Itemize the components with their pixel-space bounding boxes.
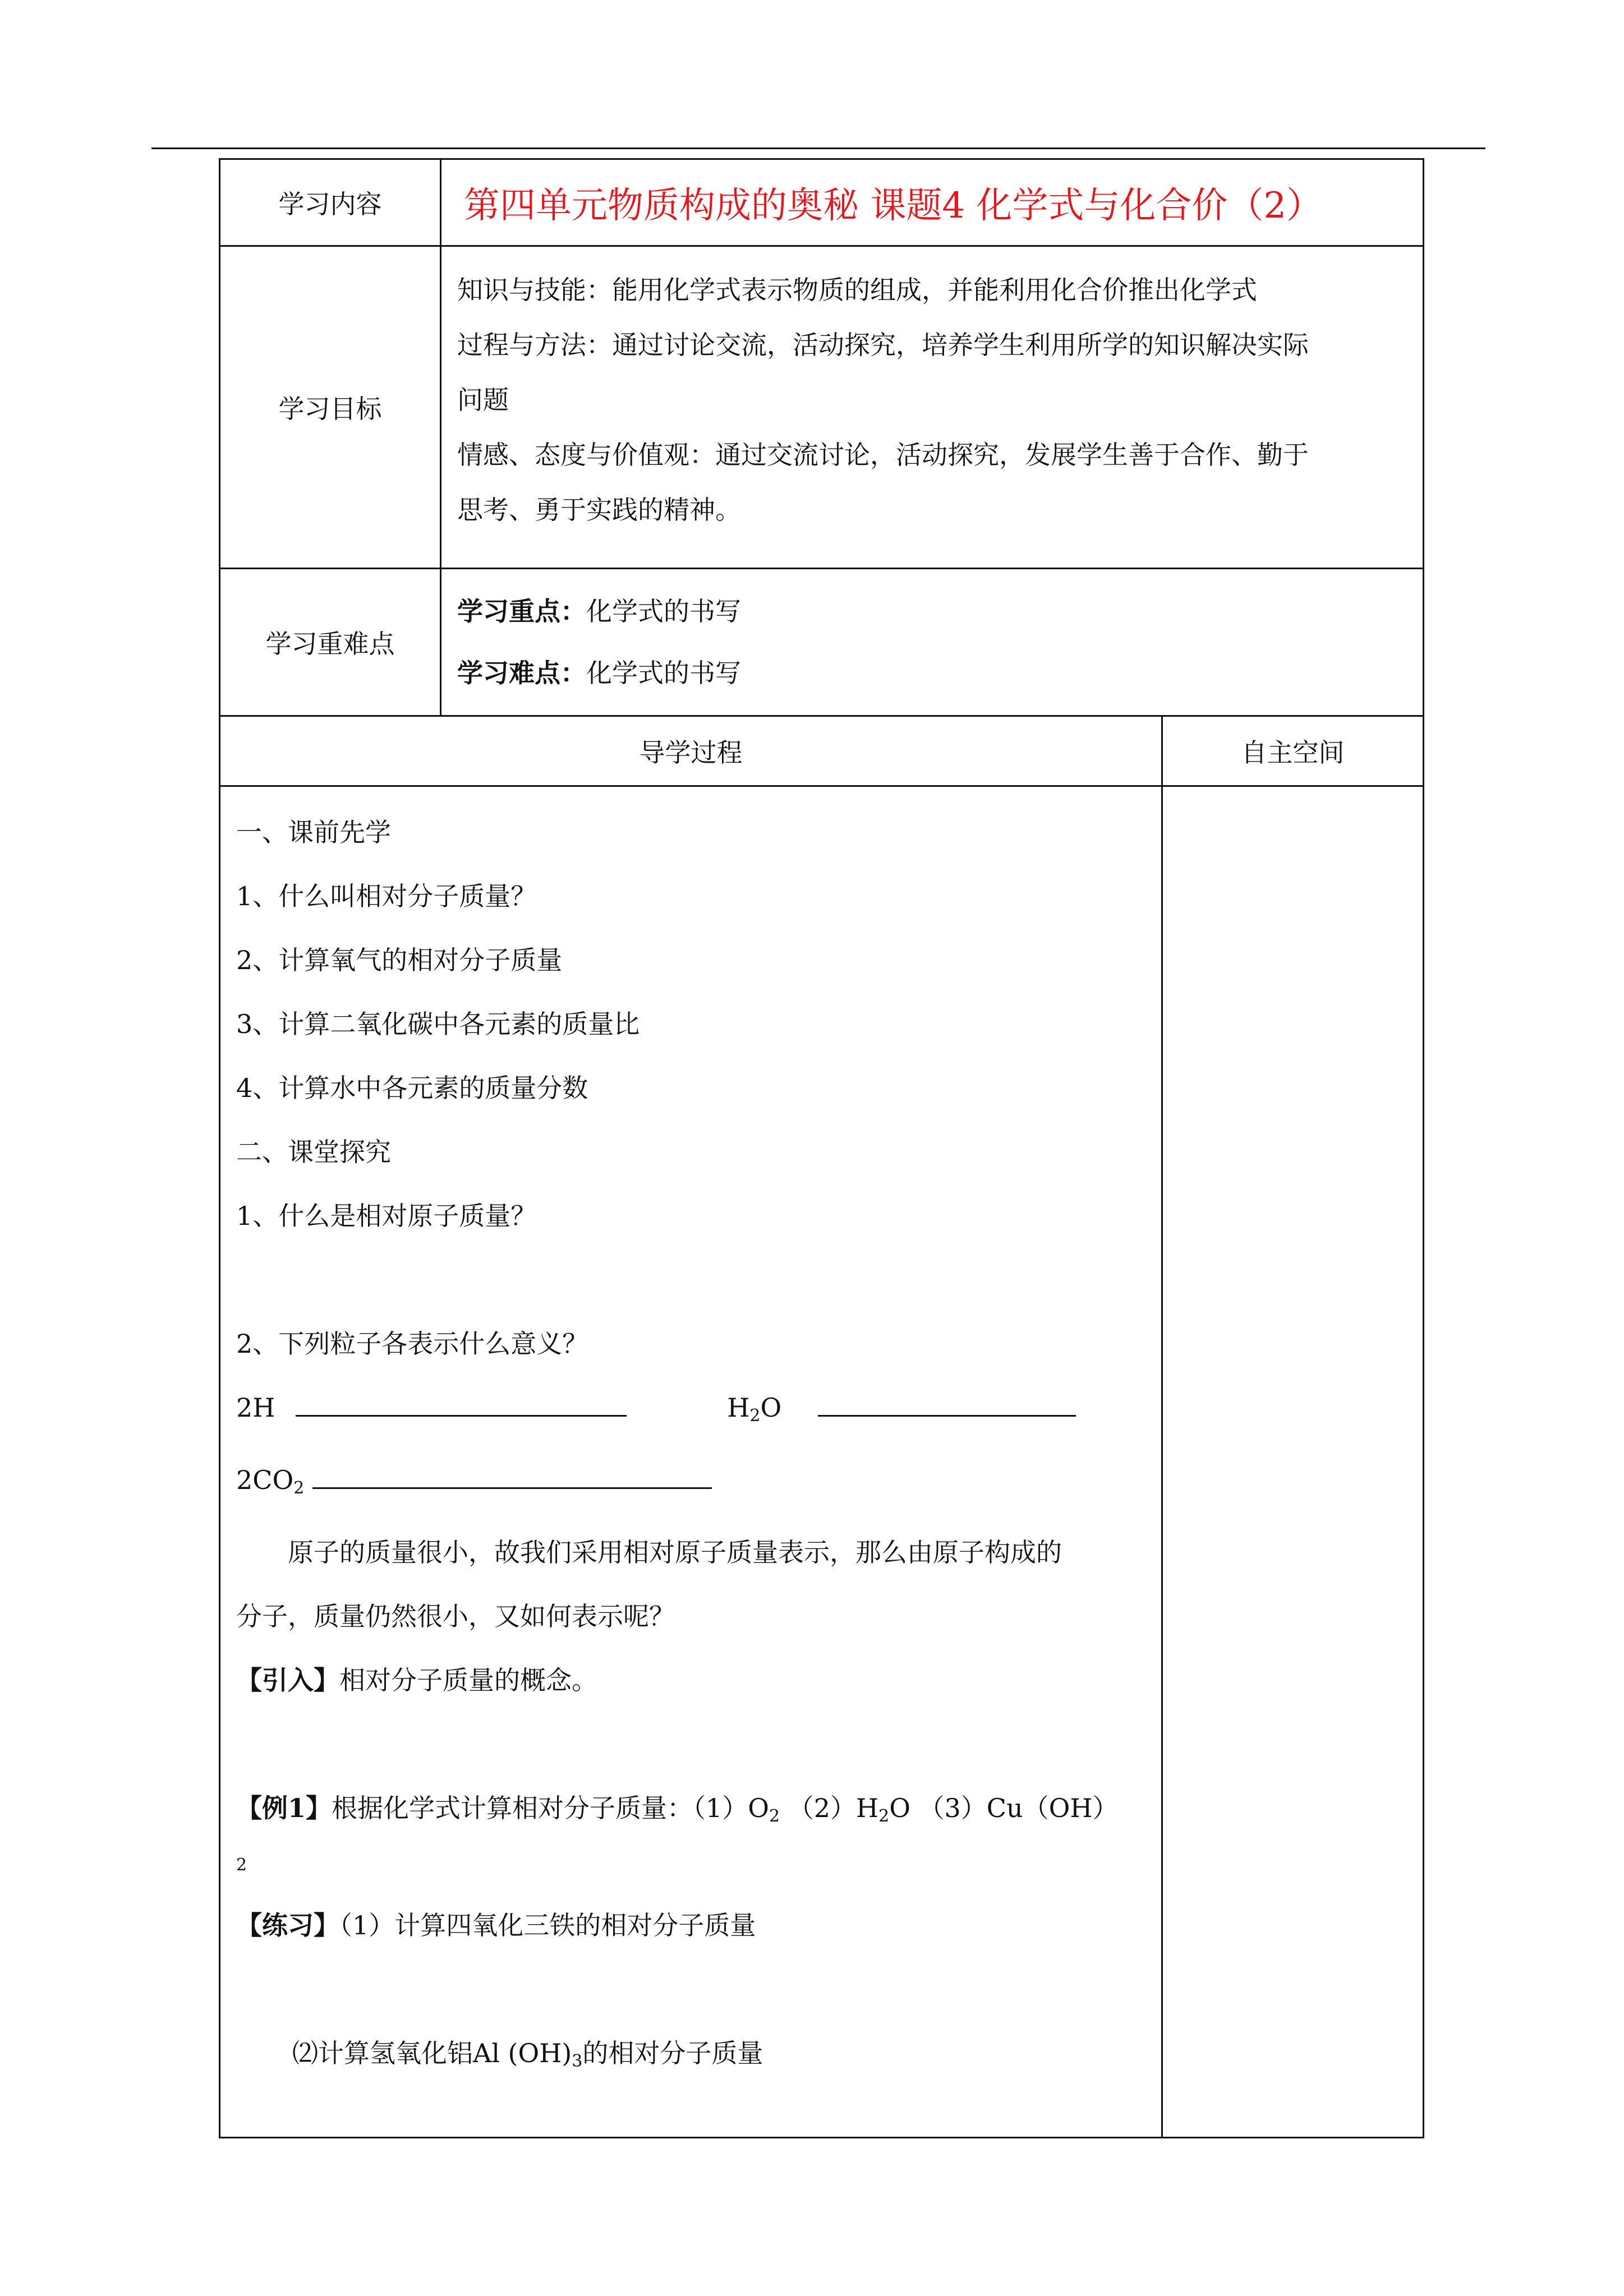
self-study-space[interactable] [1162, 786, 1424, 2138]
row-content [220, 159, 1424, 246]
difficulty-label: 学习难点： [457, 658, 586, 688]
example-text: O （3）Cu（OH） [889, 1793, 1119, 1823]
label-content: 学习内容 [220, 159, 441, 246]
row-body [220, 786, 1424, 2138]
process-content [220, 786, 1162, 2138]
answer-blank-h2o[interactable] [818, 1393, 1076, 1417]
fill-blank-row [236, 1376, 1149, 1448]
goals-text [441, 246, 1424, 569]
goal-line: 过程与方法：通过讨论交流，活动探究，培养学生利用所学的知识解决实际 [457, 330, 1309, 360]
subscript: 3 [572, 2051, 583, 2071]
row-goals [220, 246, 1424, 569]
intro-line [236, 1648, 1149, 1712]
question-item: 1、什么是相对原子质量？ [236, 1201, 537, 1231]
particle-h2o: $H_2O$ [727, 1393, 782, 1426]
example-line [236, 1776, 1149, 1848]
answer-space [236, 1712, 1149, 1776]
goal-line: 情感、态度与价值观：通过交流讨论，活动探究，发展学生善于合作、勤于 [457, 440, 1309, 470]
label-goals: 学习目标 [220, 246, 441, 569]
focus-value: 化学式的书写 [586, 596, 741, 626]
column-head-process: 导学过程 [220, 716, 1162, 786]
paragraph-line: 原子的质量很小，故我们采用相对原子质量表示，那么由原子构成的 [288, 1537, 1062, 1567]
intro-text: 相对分子质量的概念。 [339, 1665, 597, 1695]
question-item: 4、计算水中各元素的质量分数 [236, 1073, 588, 1103]
answer-space [236, 1957, 1149, 2021]
fill-blank-row [236, 1448, 1149, 1520]
label-focus: 学习重难点 [220, 569, 441, 716]
question-item: 1、什么叫相对分子质量？ [236, 881, 537, 911]
subscript: 2 [878, 1806, 890, 1826]
goal-line: 思考、勇于实践的精神。 [457, 495, 741, 525]
goal-line: 问题 [457, 385, 509, 415]
question-item: 3、计算二氧化碳中各元素的质量比 [236, 1009, 640, 1039]
practice-line [236, 1893, 1149, 1957]
answer-blank-2co2[interactable] [312, 1465, 712, 1489]
focus-label: 学习重点： [457, 596, 586, 626]
question-item: 2、下列粒子各表示什么意义？ [236, 1329, 588, 1359]
column-head-space: 自主空间 [1162, 716, 1424, 786]
row-column-heads [220, 716, 1424, 786]
lesson-title: 第四单元物质构成的奥秘 课题4 化学式与化合价（2） [441, 159, 1424, 246]
header-rule [151, 147, 1485, 149]
difficulty-value: 化学式的书写 [586, 658, 741, 688]
goal-line: 知识与技能：能用化学式表示物质的组成，并能利用化合价推出化学式 [457, 275, 1257, 305]
lesson-plan-table [219, 158, 1424, 2138]
intro-tag: 【引入】 [236, 1665, 339, 1695]
particle-2h: 2H [236, 1393, 275, 1423]
paragraph-line: 分子，质量仍然很小，又如何表示呢？ [236, 1601, 675, 1631]
practice-text: 的相对分子质量 [582, 2038, 763, 2068]
particle-2co2: $2CO_2$ [236, 1465, 305, 1498]
example-text: （2）H [780, 1793, 879, 1823]
row-focus [220, 569, 1424, 716]
practice-tag: 【练习】 [236, 1910, 339, 1940]
practice-line [236, 2021, 1149, 2094]
section-heading: 一、课前先学 [236, 817, 391, 847]
example-text: 根据化学式计算相对分子质量：（1）O [332, 1793, 769, 1823]
example-tag: 【例1】 [236, 1793, 332, 1823]
focus-text [441, 569, 1424, 716]
practice-text: ⑵计算氢氧化铝Al (OH) [292, 2038, 572, 2068]
answer-space [236, 1248, 1149, 1312]
question-item: 2、计算氧气的相对分子质量 [236, 945, 563, 975]
subscript: 2 [769, 1806, 780, 1826]
section-heading: 二、课堂探究 [236, 1137, 391, 1167]
example-subscript-wrap: 2 [236, 1855, 247, 1875]
answer-blank-2h[interactable] [296, 1393, 627, 1417]
practice-text: （1）计算四氧化三铁的相对分子质量 [339, 1910, 756, 1940]
